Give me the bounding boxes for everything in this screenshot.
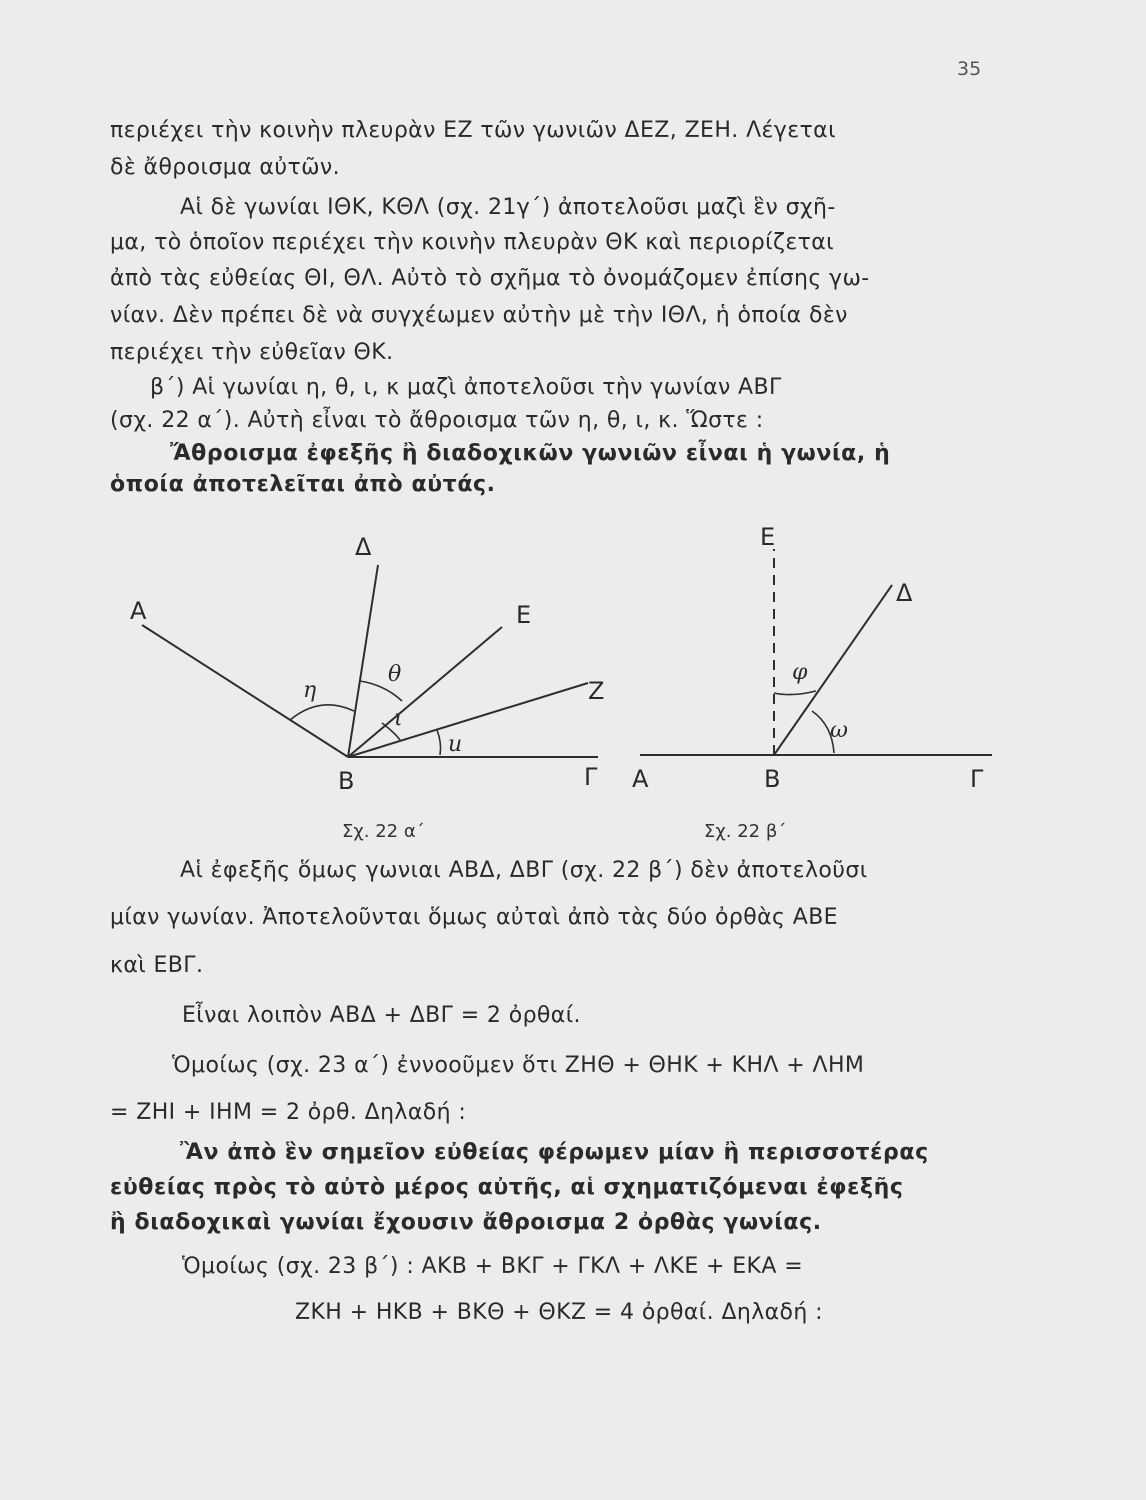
label-G: Γ	[970, 765, 984, 793]
arc-eta	[290, 705, 354, 720]
text-line: ἀπὸ τὰς εὐθείας ΘΙ, ΘΛ. Αὐτὸ τὸ σχῆμα τὸ ὀνομάζομεν ἐπίσης γω-	[110, 266, 870, 291]
text-line: Αἱ ἐφεξῆς ὅμως γωνιαι ΑΒΔ, ΔΒΓ (σχ. 22 β΄) δὲν ἀποτελοῦσι	[180, 858, 868, 883]
definition-line: Ἄθροισμα ἐφεξῆς ἢ διαδοχικῶν γωνιῶν εἶναι ἡ γωνία, ἡ	[170, 441, 891, 466]
text-line: περιέχει τὴν κοινὴν πλευρὰν ΕΖ τῶν γωνιῶν ΔΕΖ, ΖΕΗ. Λέγεται	[110, 118, 836, 143]
text-line: περιέχει τὴν εὐθεῖαν ΘΚ.	[110, 340, 394, 365]
arc-u	[437, 730, 441, 755]
equation-line: Εἶναι λοιπὸν ΑΒΔ + ΔΒΓ = 2 ὀρθαί.	[182, 1003, 581, 1028]
text-line: δὲ ἄθροισμα αὐτῶν.	[110, 155, 340, 180]
equation-line: ΖΚΗ + ΗΚΒ + ΒΚΘ + ΘΚΖ = 4 ὀρθαί. Δηλαδή :	[295, 1300, 823, 1325]
label-E: Ε	[760, 523, 776, 551]
ray-BD	[348, 565, 378, 757]
theorem-line: εὐθείας πρὸς τὸ αὐτὸ μέρος αὐτῆς, αἱ σχηματιζόμεναι ἐφεξῆς	[110, 1175, 904, 1200]
page-number: 35	[957, 58, 982, 80]
label-D: Δ	[355, 533, 372, 561]
text-line: Ὁμοίως (σχ. 23 α΄) ἐννοοῦμεν ὅτι ΖΗΘ + ΘΗΚ + ΚΗΛ + ΛΗΜ	[172, 1053, 865, 1078]
arc-phi	[774, 691, 816, 695]
theorem-line: Ἂν ἀπὸ ἓν σημεῖον εὐθείας φέρωμεν μίαν ἢ περισσοτέρας	[180, 1140, 929, 1165]
angle-u: u	[448, 732, 463, 757]
figure-caption: Σχ. 22 α΄	[342, 821, 425, 842]
definition-line: ὁποία ἀποτελεῖται ἀπὸ αὐτάς.	[110, 472, 496, 497]
angle-iota: ι	[394, 706, 403, 731]
label-Z: Ζ	[588, 677, 605, 705]
label-A: Α	[130, 597, 147, 625]
theorem-line: ἢ διαδοχικαὶ γωνίαι ἔχουσιν ἄθροισμα 2 ὀρθὰς γωνίας.	[110, 1210, 822, 1235]
label-B: Β	[338, 767, 355, 795]
text-line: Αἱ δὲ γωνίαι ΙΘΚ, ΚΘΛ (σχ. 21γ΄) ἀποτελοῦσι μαζὶ ἓν σχῆ-	[180, 195, 836, 220]
text-line: μίαν γωνίαν. Ἀποτελοῦνται ὅμως αὐταὶ ἀπὸ τὰς δύο ὀρθὰς ΑΒΕ	[110, 905, 838, 930]
text-line: νίαν. Δὲν πρέπει δὲ νὰ συγχέωμεν αὐτὴν μὲ τὴν ΙΘΛ, ἡ ὁποία δὲν	[110, 303, 848, 328]
figure-22a	[110, 515, 610, 850]
label-G: Γ	[584, 763, 598, 791]
text-line: καὶ ΕΒΓ.	[110, 953, 204, 978]
label-B: Β	[764, 765, 781, 793]
angle-eta: η	[303, 678, 317, 703]
equation-line: Ὁμοίως (σχ. 23 β΄) : ΑΚΒ + ΒΚΓ + ΓΚΛ + ΛΚΕ + ΕΚΑ =	[182, 1254, 804, 1279]
text-line: β΄) Αἱ γωνίαι η, θ, ι, κ μαζὶ ἀποτελοῦσι τὴν γωνίαν ΑΒΓ	[150, 375, 782, 400]
ray-BA	[142, 625, 348, 757]
figure-22b	[620, 515, 1000, 850]
figure-caption: Σχ. 22 β΄	[704, 821, 787, 842]
label-D: Δ	[896, 579, 913, 607]
ray-BZ	[348, 683, 588, 757]
angle-phi: φ	[792, 660, 808, 685]
equation-line: = ΖΗΙ + ΙΗΜ = 2 ὀρθ. Δηλαδή :	[110, 1100, 467, 1125]
angle-theta: θ	[388, 662, 402, 687]
text-line: μα, τὸ ὁποῖον περιέχει τὴν κοινὴν πλευρὰν ΘΚ καὶ περιορίζεται	[110, 230, 835, 255]
ray-BE	[348, 627, 502, 757]
angle-omega: ω	[830, 718, 848, 743]
label-E: Ε	[516, 601, 532, 629]
label-A: Α	[632, 765, 649, 793]
text-line: (σχ. 22 α΄). Αὐτὴ εἶναι τὸ ἄθροισμα τῶν η, θ, ι, κ. Ὥστε :	[110, 408, 764, 433]
